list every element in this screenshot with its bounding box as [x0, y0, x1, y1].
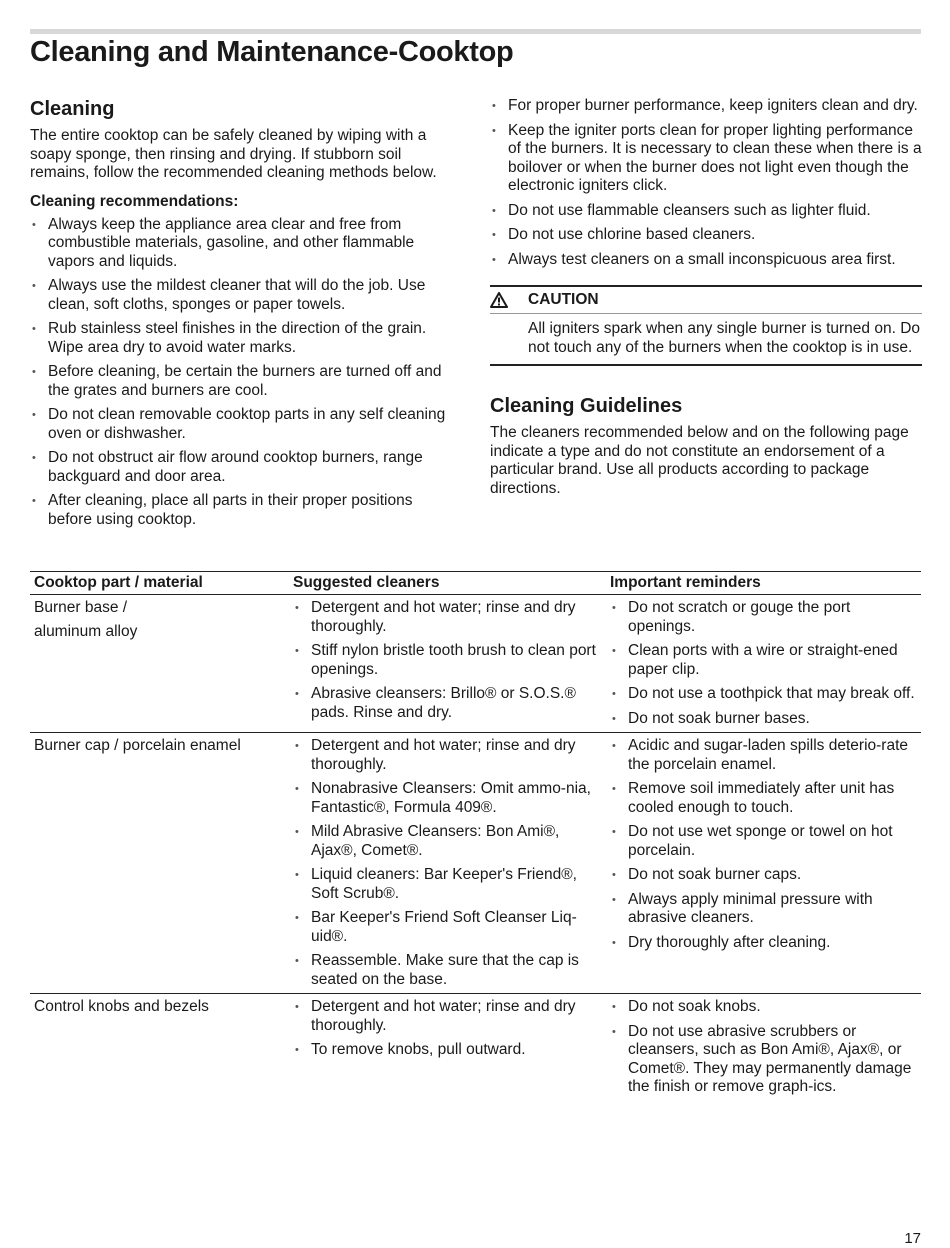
part-name: aluminum alloy	[34, 622, 138, 640]
list-item: • Do not soak burner caps.	[610, 866, 917, 885]
table-row	[30, 595, 921, 733]
list-item: • Always use the mildest cleaner that will do the job. Use clean, soft cloths, sponges or paper towels.	[30, 277, 460, 314]
reminders-cell	[606, 733, 921, 994]
list-item: • Clean ports with a wire or straight-ened paper clip.	[610, 642, 917, 679]
part-cell	[30, 733, 289, 994]
cleaners-cell	[289, 994, 606, 1101]
reminders-cell	[606, 595, 921, 733]
recommendations-list	[30, 216, 460, 530]
list-item: • Nonabrasive Cleansers: Omit ammo-nia, Fantastic®, Formula 409®.	[293, 780, 602, 817]
list-item: • Always keep the appliance area clear and free from combustible materials, gasoline, and other flammable vapors and liquids.	[30, 216, 460, 272]
list-item: • Do not clean removable cooktop parts in any self cleaning oven or dishwasher.	[30, 406, 460, 443]
top-rule	[30, 29, 921, 34]
table-row	[30, 733, 921, 994]
list-item: • Dry thoroughly after cleaning.	[610, 934, 917, 953]
guidelines-section	[490, 394, 922, 498]
page-number: 17	[904, 1230, 921, 1247]
part-cell	[30, 994, 289, 1101]
caution-label: CAUTION	[528, 291, 599, 308]
recommendations-heading: Cleaning recommendations:	[30, 192, 239, 210]
cleaning-heading: Cleaning	[30, 98, 115, 120]
table-row	[30, 994, 921, 1101]
cleaning-intro: The entire cooktop can be safely cleaned by wiping with a soapy sponge, then rinsing and drying. If stubborn soil remains, follow the recommended cleaning methods below.	[30, 127, 437, 181]
list-item: • Do not use wet sponge or towel on hot porcelain.	[610, 823, 917, 860]
guidelines-intro: The cleaners recommended below and on the following page indicate a type and do not constitute an endorsement of a particular brand. Use all products according to package directions.	[490, 424, 909, 497]
list-item: • Stiff nylon bristle tooth brush to clean port openings.	[293, 642, 602, 679]
list-item: • Remove soil immediately after unit has cooled enough to touch.	[610, 780, 917, 817]
list-item: • Detergent and hot water; rinse and dry thoroughly.	[293, 998, 602, 1035]
list-item: • Always apply minimal pressure with abrasive cleaners.	[610, 891, 917, 928]
part-name: Burner cap / porcelain enamel	[34, 737, 241, 754]
caution-header	[490, 287, 922, 314]
cleaners-cell	[289, 595, 606, 733]
list-item: • For proper burner performance, keep igniters clean and dry.	[490, 97, 922, 116]
reminders-cell	[606, 994, 921, 1101]
recommendations-list-continued	[490, 97, 922, 269]
list-item: • Reassemble. Make sure that the cap is seated on the base.	[293, 952, 602, 989]
list-item: • Acidic and sugar-laden spills deterio-rate the porcelain enamel.	[610, 737, 917, 774]
list-item: • Liquid cleaners: Bar Keeper's Friend®, Soft Scrub®.	[293, 866, 602, 903]
caution-text: All igniters spark when any single burner is turned on. Do not touch any of the burners when the cooktop is in use.	[528, 320, 921, 356]
column-header: Important reminders	[606, 572, 921, 595]
list-item: • Do not soak knobs.	[610, 998, 917, 1017]
table-header-row	[30, 572, 921, 595]
list-item: • Do not use flammable cleansers such as lighter fluid.	[490, 202, 922, 221]
page-title: Cleaning and Maintenance-Cooktop	[30, 36, 514, 68]
column-header: Cooktop part / material	[30, 572, 289, 595]
list-item: • Mild Abrasive Cleansers: Bon Ami®, Ajax®, Comet®.	[293, 823, 602, 860]
right-column	[490, 97, 922, 498]
list-item: • Always test cleaners on a small inconspicuous area first.	[490, 251, 922, 270]
list-item: • After cleaning, place all parts in their proper positions before using cooktop.	[30, 492, 460, 529]
list-item: • Do not use a toothpick that may break off.	[610, 685, 917, 704]
list-item: • Before cleaning, be certain the burners are turned off and the grates and burners are cool.	[30, 363, 460, 400]
warning-triangle-icon	[490, 292, 528, 308]
list-item: • Do not soak burner bases.	[610, 710, 917, 729]
list-item: • Rub stainless steel finishes in the direction of the grain. Wipe area dry to avoid water marks.	[30, 320, 460, 357]
caution-box	[490, 285, 922, 366]
list-item: • Keep the igniter ports clean for proper lighting performance of the burners. It is necessary to clean these when there is a boilover or when the burner does not light even though the electronic igniters click.	[490, 122, 922, 196]
list-item: • Detergent and hot water; rinse and dry thoroughly.	[293, 737, 602, 774]
part-cell	[30, 595, 289, 733]
list-item: • Bar Keeper's Friend Soft Cleanser Liq-uid®.	[293, 909, 602, 946]
list-item: • To remove knobs, pull outward.	[293, 1041, 602, 1060]
list-item: • Do not scratch or gouge the port openings.	[610, 599, 917, 636]
list-item: • Do not obstruct air flow around cooktop burners, range backguard and door area.	[30, 449, 460, 486]
cleaners-cell	[289, 733, 606, 994]
list-item: • Abrasive cleansers: Brillo® or S.O.S.® pads. Rinse and dry.	[293, 685, 602, 722]
part-name: Burner base /	[34, 599, 128, 616]
list-item: • Do not use chlorine based cleaners.	[490, 226, 922, 245]
list-item: • Do not use abrasive scrubbers or cleansers, such as Bon Ami®, Ajax®, or Comet®. They may permanently damage the finish or remove graph-ics.	[610, 1023, 917, 1097]
guidelines-heading: Cleaning Guidelines	[490, 395, 683, 417]
list-item: • Detergent and hot water; rinse and dry thoroughly.	[293, 599, 602, 636]
cleaning-table	[30, 571, 921, 1101]
column-header: Suggested cleaners	[289, 572, 606, 595]
left-column	[30, 97, 460, 535]
part-name: Control knobs and bezels	[34, 998, 209, 1015]
